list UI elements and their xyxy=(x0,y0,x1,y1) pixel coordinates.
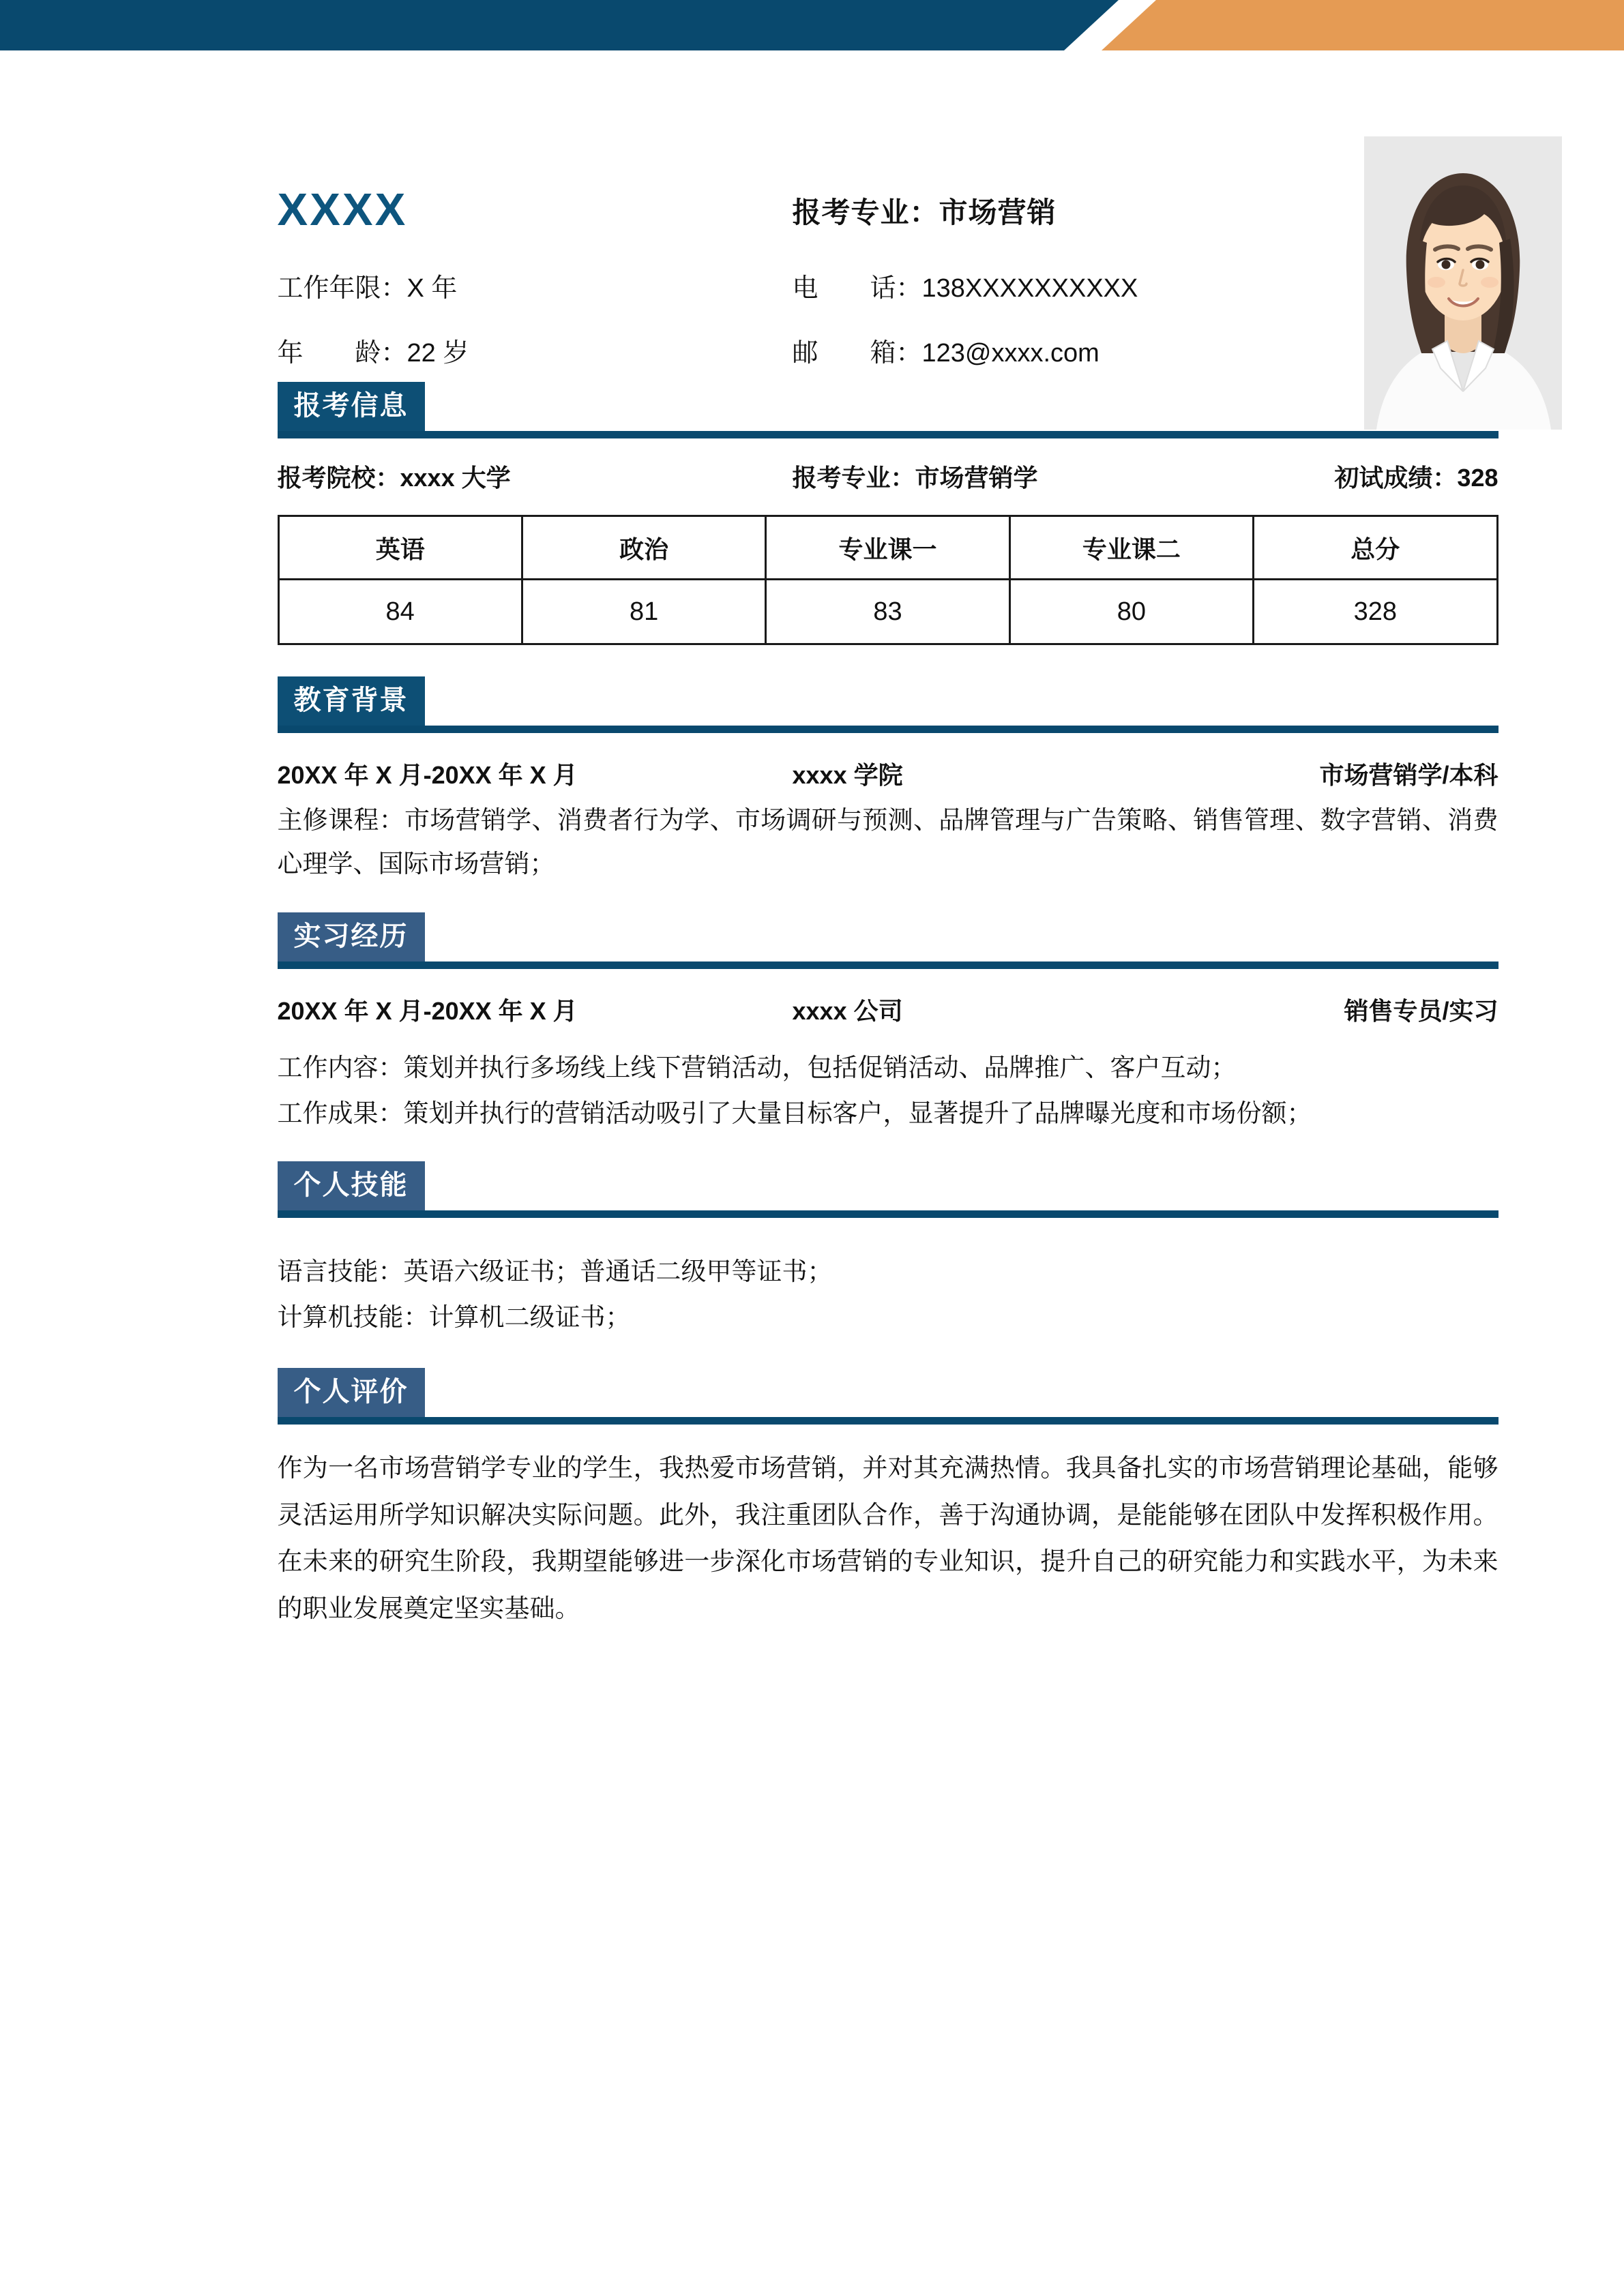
work-years-row: 工作年限：X 年 xyxy=(277,274,458,303)
section-rule-education xyxy=(278,726,1498,733)
section-badge-evaluation: 个人评价 xyxy=(278,1368,425,1417)
skill-language: 语言技能：英语六级证书；普通话二级甲等证书； xyxy=(277,1257,833,1286)
applied-major-header: 报考专业：市场营销 xyxy=(792,196,1057,228)
section-exam-info xyxy=(278,382,1498,438)
candidate-name: XXXX xyxy=(277,184,408,235)
td-major-1: 83 xyxy=(766,580,1009,644)
phone-row: 电 话：138XXXXXXXXXX xyxy=(792,274,1138,303)
section-rule-skills xyxy=(278,1210,1498,1218)
table-row xyxy=(278,580,1497,644)
th-politics: 政治 xyxy=(522,516,765,580)
email-row: 邮 箱：123@xxxx.com xyxy=(792,339,1099,368)
resume-header xyxy=(278,50,1498,371)
top-banner xyxy=(0,0,1624,50)
td-english: 84 xyxy=(278,580,522,644)
education-degree: 市场营销学/本科 xyxy=(1319,761,1498,789)
section-skills xyxy=(278,1161,1498,1218)
th-english: 英语 xyxy=(278,516,522,580)
age-row: 年 龄：22 岁 xyxy=(277,339,469,368)
internship-title: 销售专员/实习 xyxy=(1344,997,1498,1026)
section-badge-internship: 实习经历 xyxy=(278,912,425,961)
exam-info-row xyxy=(278,459,1498,500)
scores-table xyxy=(278,515,1498,645)
th-total: 总分 xyxy=(1254,516,1497,580)
internship-duty: 工作内容：策划并执行多场线上线下营销活动，包括促销活动、品牌推广、客户互动； xyxy=(277,1054,1237,1082)
evaluation-text: 作为一名市场营销学专业的学生，我热爱市场营销，并对其充满热情。我具备扎实的市场营销理论基础，能够灵活运用所学知识解决实际问题。此外，我注重团队合作，善于沟通协调，是能能够在团队中发挥积极作用。在未来的研究生阶段，我期望能够进一步深化市场营销的专业知识，提升自己的研究能力和实践水平，为未来的职业发展奠定坚实基础。 xyxy=(277,1454,1498,1622)
banner-orange-shape xyxy=(1064,0,1624,50)
applied-school: 报考院校：xxxx 大学 xyxy=(277,464,511,492)
td-total: 328 xyxy=(1254,580,1497,644)
section-rule-evaluation xyxy=(278,1417,1498,1425)
resume-page xyxy=(0,50,1624,1632)
th-major-1: 专业课一 xyxy=(766,516,1009,580)
section-rule-internship xyxy=(278,961,1498,969)
th-major-2: 专业课二 xyxy=(1009,516,1253,580)
preliminary-score: 初试成绩：328 xyxy=(1334,464,1498,492)
internship-period: 20XX 年 X 月-20XX 年 X 月 xyxy=(277,997,578,1026)
section-rule-exam-info xyxy=(278,431,1498,438)
section-badge-exam-info: 报考信息 xyxy=(278,382,425,431)
internship-result: 工作成果：策划并执行的营销活动吸引了大量目标客户，显著提升了品牌曝光度和市场份额； xyxy=(277,1099,1312,1128)
section-evaluation xyxy=(278,1368,1498,1425)
table-header-row xyxy=(278,516,1497,580)
applied-major: 报考专业：市场营销学 xyxy=(792,464,1038,492)
skill-computer: 计算机技能：计算机二级证书； xyxy=(277,1303,631,1332)
td-politics: 81 xyxy=(522,580,765,644)
education-courses: 主修课程：市场营销学、消费者行为学、市场调研与预测、品牌管理与广告策略、销售管理、数字营销、消费心理学、国际市场营销； xyxy=(277,806,1498,878)
banner-blue-shape xyxy=(0,0,1119,50)
internship-entry-row xyxy=(278,992,1498,1034)
section-internship xyxy=(278,912,1498,969)
internship-company: xxxx 公司 xyxy=(792,997,903,1026)
section-badge-education: 教育背景 xyxy=(278,676,425,726)
education-period: 20XX 年 X 月-20XX 年 X 月 xyxy=(277,761,578,789)
section-education xyxy=(278,676,1498,733)
section-badge-skills: 个人技能 xyxy=(278,1161,425,1210)
education-school: xxxx 学院 xyxy=(792,761,903,789)
education-entry-row xyxy=(278,756,1498,799)
td-major-2: 80 xyxy=(1009,580,1253,644)
